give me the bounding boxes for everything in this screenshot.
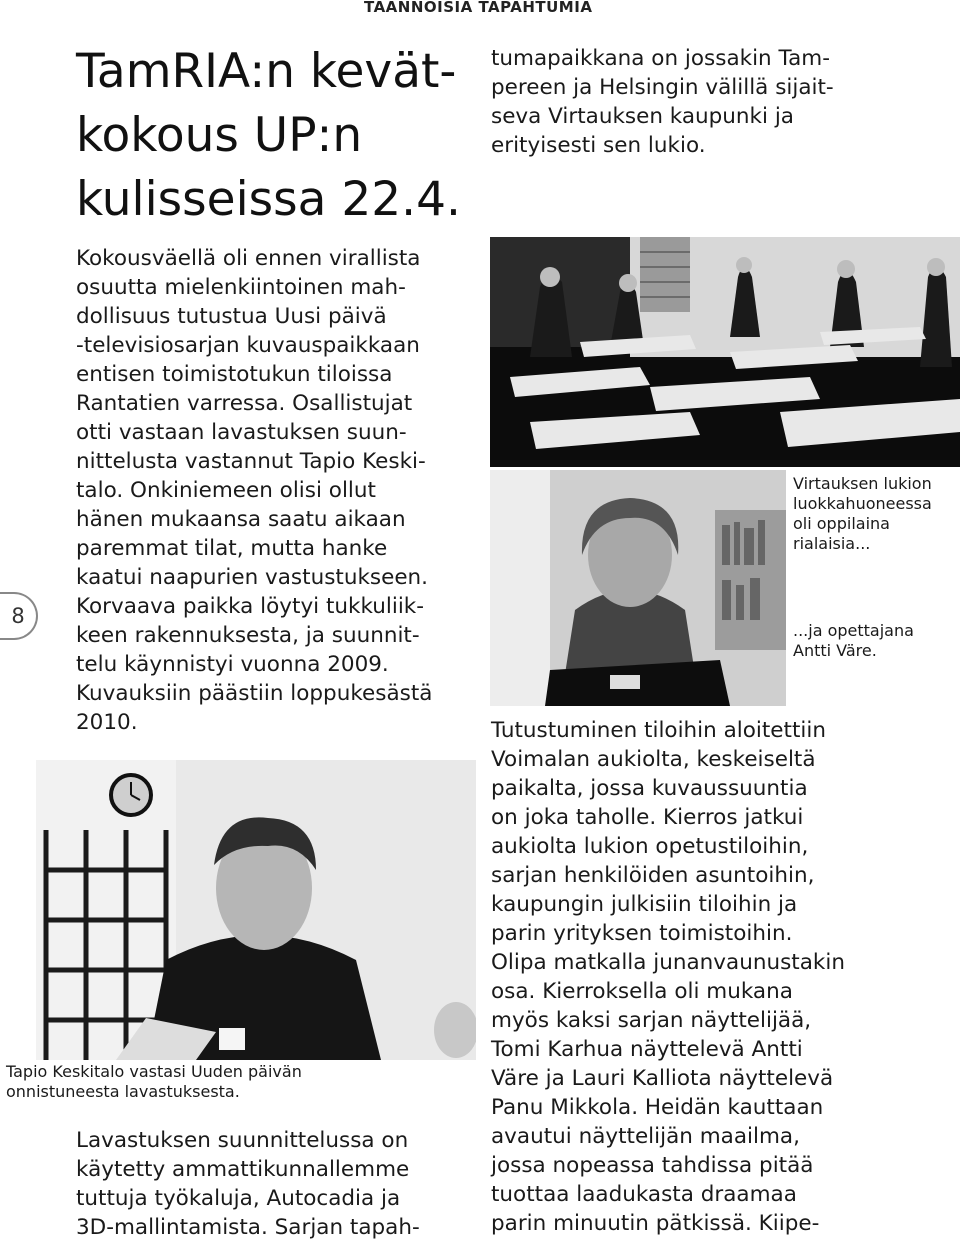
text-line: kaatui naapurien vastustukseen. — [76, 565, 429, 590]
text-line: -televisiosarjan kuvauspaikkaan — [76, 333, 420, 358]
text-line: käytetty ammattikunnallemme — [76, 1157, 410, 1182]
text-line: paremmat tilat, mutta hanke — [76, 536, 388, 561]
text-line: Rantatien varressa. Osallistujat — [76, 391, 413, 416]
section-label: TAANNOISIA TAPAHTUMIA — [364, 0, 593, 16]
text-line: sarjan henkilöiden asuntoihin, — [491, 863, 815, 888]
headline-line: kulisseissa 22.4. — [76, 172, 461, 227]
classroom-photo — [490, 237, 960, 467]
right-body-text — [491, 716, 911, 1238]
text-line: dollisuus tutustua Uusi päivä — [76, 304, 387, 329]
text-line: entisen toimistotukun tiloissa — [76, 362, 393, 387]
text-line: aukiolta lukion opetustiloihin, — [491, 834, 809, 859]
caption-line: luokkahuoneessa — [793, 494, 932, 513]
text-line: parin yrityksen toimistoihin. — [491, 921, 793, 946]
text-line: Panu Mikkola. Heidän kauttaan — [491, 1095, 824, 1120]
text-line: Olipa matkalla junanvaunustakin — [491, 950, 845, 975]
text-line: pereen ja Helsingin välillä sijait- — [491, 75, 834, 100]
text-line: erityisesti sen lukio. — [491, 133, 706, 158]
text-line: keen rakennuksesta, ja suunnit- — [76, 623, 420, 648]
caption-line: ...ja opettajana — [793, 621, 914, 640]
text-line: Korvaava paikka löytyi tukkuliik- — [76, 594, 425, 619]
caption-line: Antti Väre. — [793, 641, 877, 660]
caption-line: rialaisia... — [793, 534, 871, 553]
text-line: myös kaksi sarjan näyttelijää, — [491, 1008, 812, 1033]
caption-line: Tapio Keskitalo vastasi Uuden päivän — [6, 1062, 302, 1081]
caption-line: oli oppilaina — [793, 514, 890, 533]
right-top-text — [491, 44, 911, 160]
text-line: paikalta, jossa kuvaussuuntia — [491, 776, 808, 801]
text-line: nittelusta vastannut Tapio Keski- — [76, 449, 426, 474]
left-bottom-text — [76, 1126, 471, 1242]
text-line: osa. Kierroksella oli mukana — [491, 979, 793, 1004]
text-line: tuttuja työkaluja, Autocadia ja — [76, 1186, 401, 1211]
text-line: on joka taholle. Kierros jatkui — [491, 805, 804, 830]
designer-caption — [6, 1062, 466, 1102]
text-line: Kokousväellä oli ennen virallista — [76, 246, 421, 271]
text-line: Tomi Karhua näyttelevä Antti — [491, 1037, 803, 1062]
text-line: seva Virtauksen kaupunki ja — [491, 104, 794, 129]
text-line: talo. Onkiniemeen olisi ollut — [76, 478, 376, 503]
text-line: 3D-mallintamista. Sarjan tapah- — [76, 1215, 420, 1240]
text-line: 2010. — [76, 710, 138, 735]
text-line: Lavastuksen suunnittelussa on — [76, 1128, 409, 1153]
text-line: kaupungin julkisiin tiloihin ja — [491, 892, 798, 917]
text-line: avautui näyttelijän maailma, — [491, 1124, 800, 1149]
text-line: telu käynnistyi vuonna 2009. — [76, 652, 389, 677]
text-line: Väre ja Lauri Kalliota näyttelevä — [491, 1066, 834, 1091]
teacher-photo-image — [490, 470, 786, 706]
text-line: jossa nopeassa tahdissa pitää — [491, 1153, 814, 1178]
page-number: 8 — [0, 592, 38, 640]
headline-line: TamRIA:n kevät- — [76, 44, 457, 99]
text-line: parin minuutin pätkissä. Kiipe- — [491, 1211, 820, 1236]
teacher-caption — [793, 621, 960, 661]
left-body-text — [76, 244, 471, 737]
designer-photo — [36, 760, 476, 1060]
text-line: osuutta mielenkiintoinen mah- — [76, 275, 406, 300]
caption-line: onnistuneesta lavastuksesta. — [6, 1082, 240, 1101]
teacher-photo — [490, 470, 786, 706]
classroom-photo-image — [490, 237, 960, 467]
text-line: Tutustuminen tiloihin aloitettiin — [491, 718, 826, 743]
text-line: tumapaikkana on jossakin Tam- — [491, 46, 830, 71]
text-line: Kuvauksiin päästiin loppukesästä — [76, 681, 433, 706]
text-line: hänen mukaansa saatu aikaan — [76, 507, 406, 532]
article-headline — [76, 40, 476, 232]
headline-line: kokous UP:n — [76, 108, 363, 163]
caption-line: Virtauksen lukion — [793, 474, 932, 493]
designer-photo-image — [36, 760, 476, 1060]
classroom-caption — [793, 474, 960, 554]
text-line: otti vastaan lavastuksen suun- — [76, 420, 407, 445]
text-line: tuottaa laadukasta draamaa — [491, 1182, 797, 1207]
text-line: Voimalan aukiolta, keskeiseltä — [491, 747, 816, 772]
